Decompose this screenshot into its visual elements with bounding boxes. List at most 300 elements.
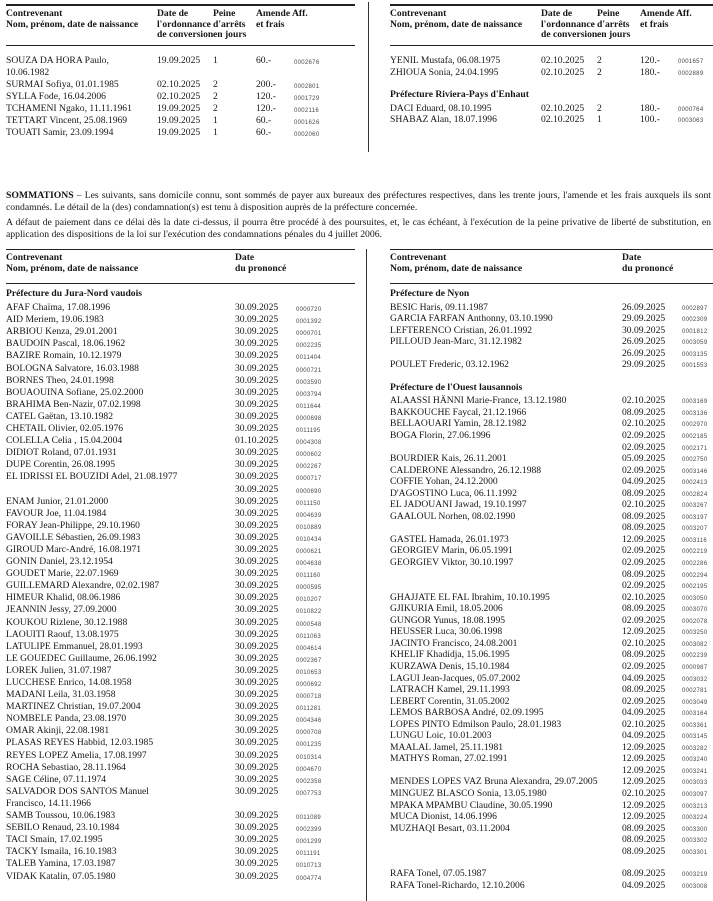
case-ref: 0011150 <box>296 500 321 507</box>
offender-row <box>6 858 355 870</box>
offender-name: OMAR Akinji, 22.08.1981 <box>6 725 110 737</box>
pronounce-date: 08.09.2025 <box>622 845 666 857</box>
offender-row <box>390 465 713 477</box>
arrest-days: 1 <box>213 127 218 138</box>
offender-row <box>6 91 355 103</box>
case-ref: 0003059 <box>682 340 708 347</box>
pronounce-date: 02.10.2025 <box>622 499 666 511</box>
case-ref: 0003032 <box>682 676 708 683</box>
pronounce-date: 30.09.2025 <box>235 810 279 822</box>
pronounce-date: 12.09.2025 <box>622 626 666 638</box>
offender-row <box>390 603 713 615</box>
pronounce-date: 08.09.2025 <box>622 406 666 418</box>
pronounce-date: 30.09.2025 <box>235 314 279 326</box>
sommations-title: SOMMATIONS <box>6 190 74 201</box>
pronounce-date: 01.10.2025 <box>235 435 279 447</box>
offender-name: BAKKOUCHE Faycal, 21.12.1966 <box>390 406 527 418</box>
offender-row <box>390 753 713 776</box>
offender-name: AID Meriem, 19.06.1983 <box>6 314 104 326</box>
column-divider-bottom <box>366 249 367 901</box>
case-ref: 0003008 <box>682 883 708 890</box>
offender-name: GASTEL Hamada, 26.01.1973 <box>390 533 509 545</box>
pronounce-date: 30.09.2025 <box>235 543 279 555</box>
offender-row <box>390 823 713 858</box>
offender-name: RAFA Tonel, 07.05.1987 <box>390 868 487 880</box>
offender-name: POULET Frederic, 03.12.1962 <box>390 359 509 371</box>
conversion-date: 02.10.2025 <box>157 91 201 102</box>
case-ref: 0002970 <box>682 422 708 429</box>
fine-amount: 200.- <box>256 79 276 90</box>
offender-name: COFFIE Yohan, 24.12.2000 <box>390 476 498 488</box>
offender-name: SAMB Toussou, 10.06.1983 <box>6 810 116 822</box>
offender-name: JEANNIN Jessy, 27.09.2000 <box>6 604 117 616</box>
pronounce-date: 30.09.2025 <box>235 592 279 604</box>
offender-row <box>6 689 355 701</box>
offender-name: GIROUD Marc-André, 16.08.1971 <box>6 543 142 555</box>
pronounce-date: 30.09.2025 <box>235 761 279 773</box>
pronounce-date: 30.09.2025 <box>622 324 666 336</box>
offender-row <box>6 701 355 713</box>
offender-name: BAUDOIN Pascal, 18.06.1962 <box>6 338 126 350</box>
case-ref: 0003590 <box>296 379 322 386</box>
fine-amount: 100.- <box>640 114 660 126</box>
offender-name: FAVOUR Joe, 11.04.1984 <box>6 507 107 519</box>
offender-row <box>6 508 355 520</box>
case-ref: 0003300 <box>682 826 708 833</box>
offender-row <box>390 811 713 823</box>
offender-row <box>6 115 355 127</box>
offender-row <box>6 641 355 653</box>
pronounce-rows-left <box>6 284 355 883</box>
offender-name: HEUSSER Luca, 30.06.1998 <box>390 626 503 638</box>
offender-name: JACINTO Francisco, 24.08.2001 <box>390 637 518 649</box>
offender-row <box>6 350 355 362</box>
offender-row <box>390 103 713 115</box>
offender-name: KHELIF Khadidja, 15.06.1995 <box>390 649 510 661</box>
offender-name: CHETAIL Olivier, 02.05.1976 <box>6 423 124 435</box>
offender-row <box>390 359 713 371</box>
case-ref: 0003050 <box>682 595 708 602</box>
offender-row <box>390 776 713 788</box>
offender-row <box>6 471 355 495</box>
offender-row <box>390 707 713 719</box>
offender-row <box>6 55 355 79</box>
offender-row <box>390 673 713 685</box>
offender-name: DIDIOT Roland, 07.01.1931 <box>6 447 117 459</box>
pronounce-date: 02.10.2025 <box>622 418 666 430</box>
case-ref: 0003146 <box>682 468 708 475</box>
offender-row <box>6 363 355 375</box>
header-pronounce-date: Date du prononcé <box>235 252 287 274</box>
case-ref: 0003241 <box>682 768 708 775</box>
case-ref: 0003082 <box>682 641 708 648</box>
prefecture-group <box>6 288 355 883</box>
conversion-table-left <box>6 4 355 139</box>
offender-row <box>6 810 355 822</box>
arrest-days: 2 <box>213 79 218 90</box>
offender-row <box>6 127 355 139</box>
offender-row <box>390 453 713 465</box>
offender-row <box>6 423 355 435</box>
case-ref: 0002889 <box>678 70 704 77</box>
case-ref: 0010314 <box>296 754 322 761</box>
offender-row <box>6 435 355 447</box>
pronounce-date: 26.09.2025 <box>622 301 666 313</box>
offender-row <box>390 638 713 650</box>
offender-row <box>390 114 713 126</box>
offender-name: MINGUEZ BLASCO Sonia, 13.05.1980 <box>390 787 547 799</box>
offender-row <box>6 79 355 91</box>
case-ref: 0000720 <box>296 307 322 314</box>
offender-name: LATRACH Kamel, 29.11.1993 <box>390 684 510 696</box>
offender-row <box>390 545 713 557</box>
offender-row <box>390 511 713 534</box>
case-ref: 0002413 <box>682 480 708 487</box>
case-ref: 0000717 <box>296 476 322 483</box>
pronounce-table-right <box>390 249 713 891</box>
offender-row <box>6 822 355 834</box>
offender-name: MARTINEZ Christian, 19.07.2004 <box>6 701 141 713</box>
offender-name: BORNES Theo, 24.01.1998 <box>6 374 114 386</box>
pronounce-date: 30.09.2025 <box>235 386 279 398</box>
offender-name: PILLOUD Jean-Marc, 31.12.1982 <box>390 336 522 348</box>
pronounce-date: 02.09.2025 <box>622 580 666 592</box>
offender-row <box>6 520 355 532</box>
offender-name: KURZAWA Denis, 15.10.1984 <box>390 660 510 672</box>
pronounce-date: 30.09.2025 <box>235 870 279 882</box>
offender-row <box>6 725 355 737</box>
pronounce-date: 02.10.2025 <box>622 395 666 407</box>
case-ref: 0003361 <box>682 722 708 729</box>
offender-name: LAOUITI Raouf, 13.08.1975 <box>6 628 119 640</box>
offender-name: MUZHAQI Besart, 03.11.2004 <box>390 822 510 834</box>
pronounce-date: 30.09.2025 <box>235 338 279 350</box>
case-ref: 0003164 <box>682 711 708 718</box>
pronounce-date: 26.09.2025 <box>622 347 666 359</box>
case-ref: 0002897 <box>682 305 708 312</box>
case-ref: 0010889 <box>296 524 322 531</box>
pronounce-date: 12.09.2025 <box>622 741 666 753</box>
offender-name: BOGA Florin, 27.06.1996 <box>390 430 491 442</box>
pronounce-date: 30.09.2025 <box>235 362 279 374</box>
offender-row <box>6 447 355 459</box>
case-ref: 0004614 <box>296 645 322 652</box>
header-arrest-days: Peine d'arrêts en jours <box>597 8 631 41</box>
offender-row <box>6 580 355 592</box>
case-ref: 0004670 <box>296 766 322 773</box>
case-ref: 0000602 <box>296 452 322 459</box>
conversion-rows-right <box>390 46 713 126</box>
offender-name: GUNGOR Yunus, 18.08.1995 <box>390 614 506 626</box>
offender-name: D'AGOSTINO Luca, 06.11.1992 <box>390 487 517 499</box>
case-ref: 0010653 <box>296 669 322 676</box>
case-ref: 0003070 <box>682 607 708 614</box>
offender-row <box>390 868 713 880</box>
conversion-date: 02.10.2025 <box>541 66 585 78</box>
arrest-days: 2 <box>213 91 218 102</box>
pronounce-date: 02.10.2025 <box>622 591 666 603</box>
offender-row <box>390 67 713 79</box>
case-ref: 0004346 <box>296 718 322 725</box>
offender-name: KOUKOU Rizlene, 30.12.1988 <box>6 616 128 628</box>
pronounce-date: 12.09.2025 <box>622 764 666 776</box>
pronounce-date: 30.09.2025 <box>235 737 279 749</box>
case-ref: 0003267 <box>682 503 708 510</box>
pronounce-date: 29.09.2025 <box>622 359 666 371</box>
offender-name: GAVOILLE Sébastien, 26.09.1983 <box>6 531 141 543</box>
case-ref: 0000698 <box>296 415 322 422</box>
pronounce-date: 30.09.2025 <box>235 410 279 422</box>
offender-name: LATULIPE Emmanuel, 28.01.1993 <box>6 640 143 652</box>
case-ref: 0003219 <box>682 872 708 879</box>
case-ref: 0002309 <box>682 317 708 324</box>
header-arrest-days: Peine d'arrêts en jours <box>213 8 247 41</box>
case-ref: 0004639 <box>296 512 322 519</box>
case-ref: 0000721 <box>296 367 322 374</box>
pronounce-date: 02.09.2025 <box>622 545 666 557</box>
offender-row <box>6 750 355 762</box>
case-ref: 0002235 <box>296 343 322 350</box>
conversion-table-header <box>390 6 713 46</box>
offender-name: DUPE Corentin, 26.08.1995 <box>6 459 115 471</box>
offender-name: MADANI Leila, 31.03.1958 <box>6 689 116 701</box>
offender-row <box>390 649 713 661</box>
offender-row <box>390 742 713 754</box>
offender-name: LOREK Julien, 31.07.1987 <box>6 664 112 676</box>
header-fine: Amende et frais <box>640 8 675 30</box>
offender-name: TACI Smain, 17.02.1995 <box>6 834 103 846</box>
pronounce-date: 30.09.2025 <box>235 326 279 338</box>
offender-row <box>6 871 355 883</box>
offender-row <box>6 375 355 387</box>
offender-row <box>390 592 713 604</box>
conversion-date: 02.10.2025 <box>157 79 201 90</box>
pronounce-date: 30.09.2025 <box>235 507 279 519</box>
case-ref: 0003049 <box>682 699 708 706</box>
offender-row <box>390 418 713 430</box>
offender-name: ALAASSI HÄNNI Marie-France, 13.12.1980 <box>390 395 567 407</box>
case-ref: 0002367 <box>296 657 322 664</box>
offender-name: LAGUI Jean-Jacques, 05.07.2002 <box>390 672 521 684</box>
offender-row <box>6 459 355 471</box>
offender-row <box>390 488 713 500</box>
case-ref: 0011160 <box>296 573 321 580</box>
offender-name: SALVADOR DOS SANTOS Manuel Francisco, 14.11.1966 <box>6 785 149 809</box>
case-ref: 0010713 <box>296 863 322 870</box>
offender-row <box>390 696 713 708</box>
arrest-days: 2 <box>213 103 218 114</box>
offender-name: REYES LOPEZ Amelia, 17.08.1997 <box>6 749 147 761</box>
offender-row <box>6 302 355 314</box>
offender-name: TACKY Ismaila, 16.10.1983 <box>6 846 117 858</box>
offender-row <box>6 326 355 338</box>
case-ref: 0002294 <box>682 572 708 579</box>
pronounce-date: 08.09.2025 <box>622 822 666 834</box>
pronounce-date: 30.09.2025 <box>235 822 279 834</box>
offender-name: DACI Eduard, 08.10.1995 <box>390 102 492 114</box>
fine-amount: 60.- <box>256 115 272 126</box>
conversion-date: 19.09.2025 <box>157 55 201 66</box>
pronounce-date: 04.09.2025 <box>622 707 666 719</box>
pronounce-date: 05.09.2025 <box>622 453 666 465</box>
fine-amount: 60.- <box>256 127 272 138</box>
case-ref: 0001392 <box>296 319 322 326</box>
case-ref: 0011644 <box>296 403 322 410</box>
pronounce-date: 26.09.2025 <box>622 336 666 348</box>
case-ref: 0010207 <box>296 597 322 604</box>
offender-row <box>390 302 713 314</box>
case-ref: 0001235 <box>296 742 322 749</box>
case-ref: 0003224 <box>682 815 708 822</box>
case-ref: 0004638 <box>296 561 322 568</box>
conversion-date: 19.09.2025 <box>157 103 201 114</box>
pronounce-date: 02.09.2025 <box>622 430 666 442</box>
case-ref: 0002824 <box>682 491 708 498</box>
case-ref: 0004774 <box>296 875 322 882</box>
pronounce-date: 30.09.2025 <box>235 664 279 676</box>
case-ref: 0002750 <box>682 457 708 464</box>
offender-name: SYLLA Fode, 16.04.2006 <box>6 91 106 102</box>
pronounce-date: 04.09.2025 <box>622 730 666 742</box>
sommations-paragraph-2: A défaut de paiement dans ce délai dès la date ci-dessus, il pourra être procédé à des poursuites, et, le cas échéant, à l'exécution de la peine privative de liberté de substitution, en application des dispositions de la loi sur l'exécution des condamnations pénales du 4 juillet 2006. <box>6 217 711 240</box>
case-ref: 0001812 <box>682 328 708 335</box>
prefecture-group <box>390 382 713 857</box>
pronounce-date: 08.09.2025 <box>622 649 666 661</box>
offender-name: GARCIA FARFAN Anthonny, 03.10.1990 <box>390 313 553 325</box>
offender-name: COLELLA Celia , 15.04.2004 <box>6 435 123 447</box>
offender-row <box>6 532 355 544</box>
arrest-days: 2 <box>597 55 602 66</box>
offender-name: YENIL Mustafa, 06.08.1975 <box>390 55 501 66</box>
header-fine: Amende et frais <box>256 8 291 30</box>
offender-name: HIMEUR Khalid, 08.06.1986 <box>6 592 121 604</box>
pronounce-date: 02.09.2025 <box>622 660 666 672</box>
pronounce-date: 08.09.2025 <box>622 487 666 499</box>
case-ref: 0002219 <box>682 549 708 556</box>
conversion-date: 02.10.2025 <box>541 55 585 66</box>
case-ref: 0002171 <box>682 445 708 452</box>
offender-name: ZHIOUA Sonia, 24.04.1995 <box>390 66 499 78</box>
case-ref: 0002399 <box>296 827 322 834</box>
offender-name: LEBERT Corentin, 31.05.2002 <box>390 695 510 707</box>
case-ref: 0000548 <box>296 621 322 628</box>
pronounce-date: 30.09.2025 <box>235 495 279 507</box>
case-ref: 0003213 <box>682 803 708 810</box>
pronounce-date: 30.09.2025 <box>235 423 279 435</box>
case-ref: 0011404 <box>296 355 322 362</box>
offender-name: LEMOS BARBOSA André, 02.09.1995 <box>390 707 544 719</box>
offender-row <box>390 730 713 742</box>
pronounce-table-left <box>6 249 355 883</box>
case-ref: 0002078 <box>682 618 708 625</box>
case-ref: 0003207 <box>682 526 708 533</box>
header-conversion-date: Date de l'ordonnance de conversion <box>157 8 214 41</box>
arrest-days: 2 <box>597 66 602 78</box>
arrest-days: 1 <box>213 115 218 126</box>
offender-row <box>6 617 355 629</box>
offender-row <box>390 788 713 800</box>
pronounce-date: 30.09.2025 <box>235 531 279 543</box>
case-ref: 0003116 <box>682 537 708 544</box>
offender-row <box>390 499 713 511</box>
offender-row <box>6 846 355 858</box>
pronounce-date: 30.09.2025 <box>235 846 279 858</box>
case-ref: 0002185 <box>682 434 708 441</box>
prefecture-group <box>390 288 713 371</box>
offender-name: MENDES LOPES VAZ Bruna Alexandra, 29.07.2005 <box>390 776 598 788</box>
pronounce-date: 30.09.2025 <box>235 568 279 580</box>
offender-name: BOUAOUINA Sofiane, 25.02.2000 <box>6 386 144 398</box>
case-ref: 0011195 <box>296 428 321 435</box>
header-conversion-date: Date de l'ordonnance de conversion <box>541 8 598 41</box>
pronounce-date: 30.09.2025 <box>235 689 279 701</box>
header-aff: Aff. <box>676 8 692 19</box>
offender-row <box>390 880 713 892</box>
case-ref: 0003302 <box>682 838 708 845</box>
case-ref: 0000708 <box>296 730 322 737</box>
case-ref: 0000595 <box>296 585 322 592</box>
pronounce-date: 30.09.2025 <box>235 713 279 725</box>
case-ref: 0000764 <box>678 106 704 113</box>
pronounce-date: 08.09.2025 <box>622 603 666 615</box>
case-ref: 0002801 <box>294 84 320 90</box>
prefecture-group <box>390 55 713 78</box>
column-divider-top <box>368 2 369 152</box>
offender-name: SURMAI Sofiya, 01.01.1985 <box>6 79 119 90</box>
pronounce-date: 02.09.2025 <box>622 441 666 453</box>
pronounce-date: 30.09.2025 <box>235 858 279 870</box>
offender-row <box>390 395 713 407</box>
offender-row <box>6 762 355 774</box>
case-ref: 0002116 <box>294 108 320 114</box>
offender-row <box>390 313 713 325</box>
offender-name: MAALAL Jamel, 25.11.1981 <box>390 741 504 753</box>
case-ref: 0002060 <box>294 132 320 138</box>
pronounce-date: 30.09.2025 <box>235 785 279 797</box>
case-ref: 0003197 <box>682 514 708 521</box>
prefecture-group <box>6 55 355 139</box>
case-ref: 0003033 <box>682 780 708 787</box>
pronounce-date: 30.09.2025 <box>235 616 279 628</box>
pronounce-date: 02.10.2025 <box>622 637 666 649</box>
offender-row <box>6 496 355 508</box>
offender-row <box>390 626 713 638</box>
offender-name: GAALOUL Norhen, 08.02.1990 <box>390 510 516 522</box>
offender-name: GJIKURIA Emil, 18.05.2006 <box>390 603 503 615</box>
offender-name: TALEB Yamina, 17.03.1987 <box>6 858 116 870</box>
pronounce-date: 08.09.2025 <box>622 568 666 580</box>
offender-row <box>6 387 355 399</box>
case-ref: 0000621 <box>296 548 322 555</box>
offender-row <box>6 737 355 749</box>
offender-name: BOURDIER Kais, 26.11.2001 <box>390 453 507 465</box>
prefecture-header: Préfecture de l'Ouest lausannois <box>390 381 523 393</box>
prefecture-group <box>390 868 713 891</box>
conversion-table-right <box>390 4 713 126</box>
offender-name: CATEL Gaëtan, 13.10.1982 <box>6 410 114 422</box>
offender-row <box>390 430 713 453</box>
offender-row <box>6 568 355 580</box>
conversion-table-header <box>6 6 355 46</box>
case-ref: 0011063 <box>296 633 322 640</box>
case-ref: 0011191 <box>296 851 321 858</box>
offender-name: TETTART Vincent, 25.08.1969 <box>6 115 128 126</box>
pronounce-date: 30.09.2025 <box>235 447 279 459</box>
conversion-rows-left <box>6 46 355 139</box>
prefecture-header: Préfecture de Nyon <box>390 288 470 299</box>
offender-row <box>390 325 713 337</box>
fine-amount: 180.- <box>640 66 660 78</box>
